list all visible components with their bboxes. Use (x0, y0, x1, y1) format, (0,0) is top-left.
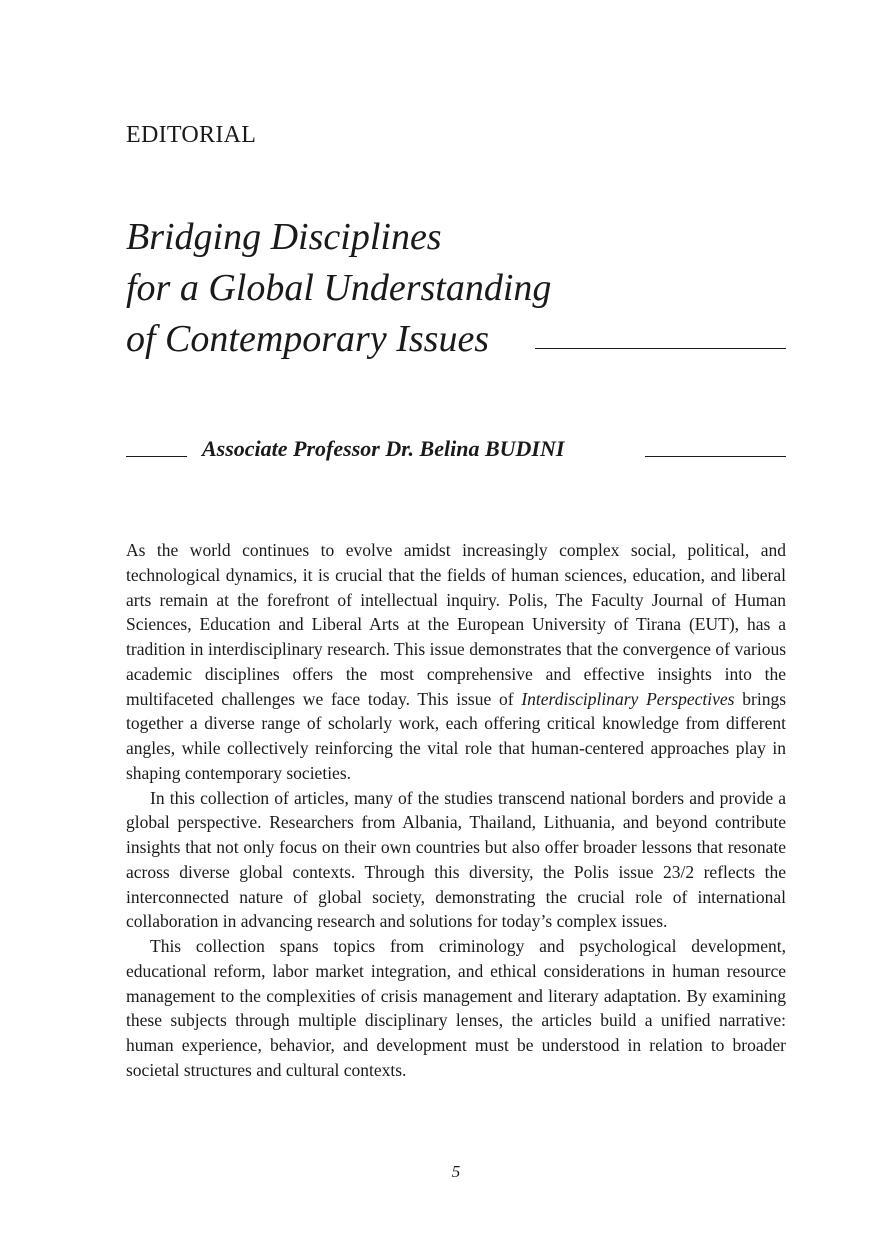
paragraph-1-text-a: As the world continues to evolve amidst increasingly complex social, political, and technological dynamics, it is crucial that the fields of human sciences, education, and liberal arts remain at the forefront of intellectual inquiry. Polis, The Faculty Journal of Human Sciences, Education and Liberal Arts at the European University of Tirana (EUT), has a tradition in interdisciplinary research. This issue demonstrates that the convergence of various academic disciplines offers the most comprehensive and effective insights into the multifaceted challenges we face today. This issue of (126, 540, 786, 709)
author-row (126, 436, 786, 466)
paragraph-1-text-b: brings together a diverse range of scholarly work, each offering critical knowledge from different angles, while collectively reinforcing the vital role that human-centered approaches play in shaping contemporary societies. (126, 688, 786, 783)
journal-section-name: Interdisciplinary Perspectives (521, 688, 735, 709)
title-rule (535, 348, 786, 349)
title-line-2: for a Global Understanding (126, 267, 552, 309)
author-rule-left (126, 456, 187, 457)
author-name: Associate Professor Dr. Belina BUDINI (202, 436, 565, 461)
article-title (126, 212, 786, 365)
section-label: EDITORIAL (126, 122, 257, 148)
article-body (126, 538, 786, 1083)
title-line-3: of Contemporary Issues (126, 318, 490, 360)
paragraph-1 (126, 538, 786, 786)
page-number: 5 (451, 1162, 461, 1181)
author-rule-right (645, 456, 786, 457)
paragraph-3: This collection spans topics from criminology and psychological development, educational reform, labor market integration, and ethical considerations in human resource management to the complexities of crisis management and literary adaptation. By examining these subjects through multiple disciplinary lenses, the articles build a unified narrative: human experience, behavior, and development must be understood in relation to broader societal structures and cultural contexts. (126, 936, 786, 1080)
paragraph-2: In this collection of articles, many of the studies transcend national borders and provide a global perspective. Researchers from Albania, Thailand, Lithuania, and beyond contribute insights that not only focus on their own countries but also offer broader lessons that resonate across diverse global contexts. Through this diversity, the Polis issue 23/2 reflects the interconnected nature of global society, demonstrating the crucial role of international collaboration in advancing research and solutions for today’s complex issues. (126, 787, 786, 932)
title-line-1: Bridging Disciplines (126, 216, 442, 258)
